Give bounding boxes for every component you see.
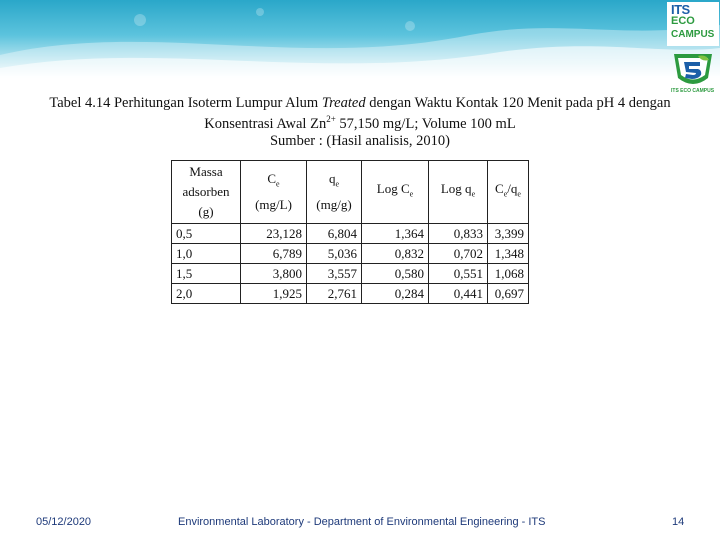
logo-its-text: ITS (671, 2, 690, 17)
footer-department: Environmental Laboratory - Department of Environmental Engineering - ITS (178, 516, 546, 528)
cell-log-qe: 0,702 (429, 244, 488, 264)
logo-campus-text: CAMPUS (671, 29, 715, 40)
cell-log-ce: 0,284 (362, 284, 429, 304)
table-caption-line2: Konsentrasi Awal $Zn^{2+}$ 57,150 mg/L; Volume 100 mL (204, 114, 516, 132)
its-eco-campus-logo (667, 2, 719, 46)
header-ce-over-qe: $C_e/q_e$ (488, 161, 529, 224)
cell-ce-qe: 3,399 (488, 224, 529, 244)
header-log-ce: Log $C_e$ (362, 161, 429, 224)
cell-massa: 2,0 (172, 284, 241, 304)
cell-log-ce: 0,832 (362, 244, 429, 264)
cell-ce: 3,800 (241, 264, 307, 284)
cell-ce: 1,925 (241, 284, 307, 304)
cell-qe: 5,036 (307, 244, 362, 264)
table-row (172, 284, 529, 304)
header-qe: $q_e$ (mg/g) (307, 161, 362, 224)
table-header-row (172, 161, 529, 224)
cell-qe: 2,761 (307, 284, 362, 304)
header-banner (0, 0, 720, 78)
table-row (172, 224, 529, 244)
eco-campus-badge-icon (668, 48, 718, 90)
table-source-line: Sumber : (Hasil analisis, 2010) (269, 133, 451, 149)
cell-log-qe: 0,441 (429, 284, 488, 304)
isotherm-table (171, 160, 529, 304)
slide-number: 14 (672, 516, 685, 528)
cell-ce-qe: 1,348 (488, 244, 529, 264)
cell-qe: 6,804 (307, 224, 362, 244)
cell-qe: 3,557 (307, 264, 362, 284)
cell-log-qe: 0,833 (429, 224, 488, 244)
cell-ce: 6,789 (241, 244, 307, 264)
cell-log-qe: 0,551 (429, 264, 488, 284)
cell-log-ce: 0,580 (362, 264, 429, 284)
cell-ce-qe: 0,697 (488, 284, 529, 304)
table-row (172, 264, 529, 284)
table-caption-line1: Tabel 4.14 Perhitungan Isoterm Lumpur Alum Treated dengan Waktu Kontak 120 Menit pada pH 4 dengan (49, 95, 671, 111)
cell-massa: 1,0 (172, 244, 241, 264)
cell-massa: 0,5 (172, 224, 241, 244)
cell-ce-qe: 1,068 (488, 264, 529, 284)
cell-ce: 23,128 (241, 224, 307, 244)
banner-wave-graphic (0, 0, 720, 78)
header-log-qe: Log $q_e$ (429, 161, 488, 224)
header-ce: $C_e$ (mg/L) (241, 161, 307, 224)
cell-massa: 1,5 (172, 264, 241, 284)
cell-log-ce: 1,364 (362, 224, 429, 244)
logo-eco-text: ECO (671, 15, 695, 27)
table-row (172, 244, 529, 264)
header-massa-adsorben: Massa adsorben (g) (172, 161, 241, 224)
footer-date: 05/12/2020 (36, 516, 92, 528)
badge-label: ITS ECO CAMPUS (671, 88, 715, 94)
